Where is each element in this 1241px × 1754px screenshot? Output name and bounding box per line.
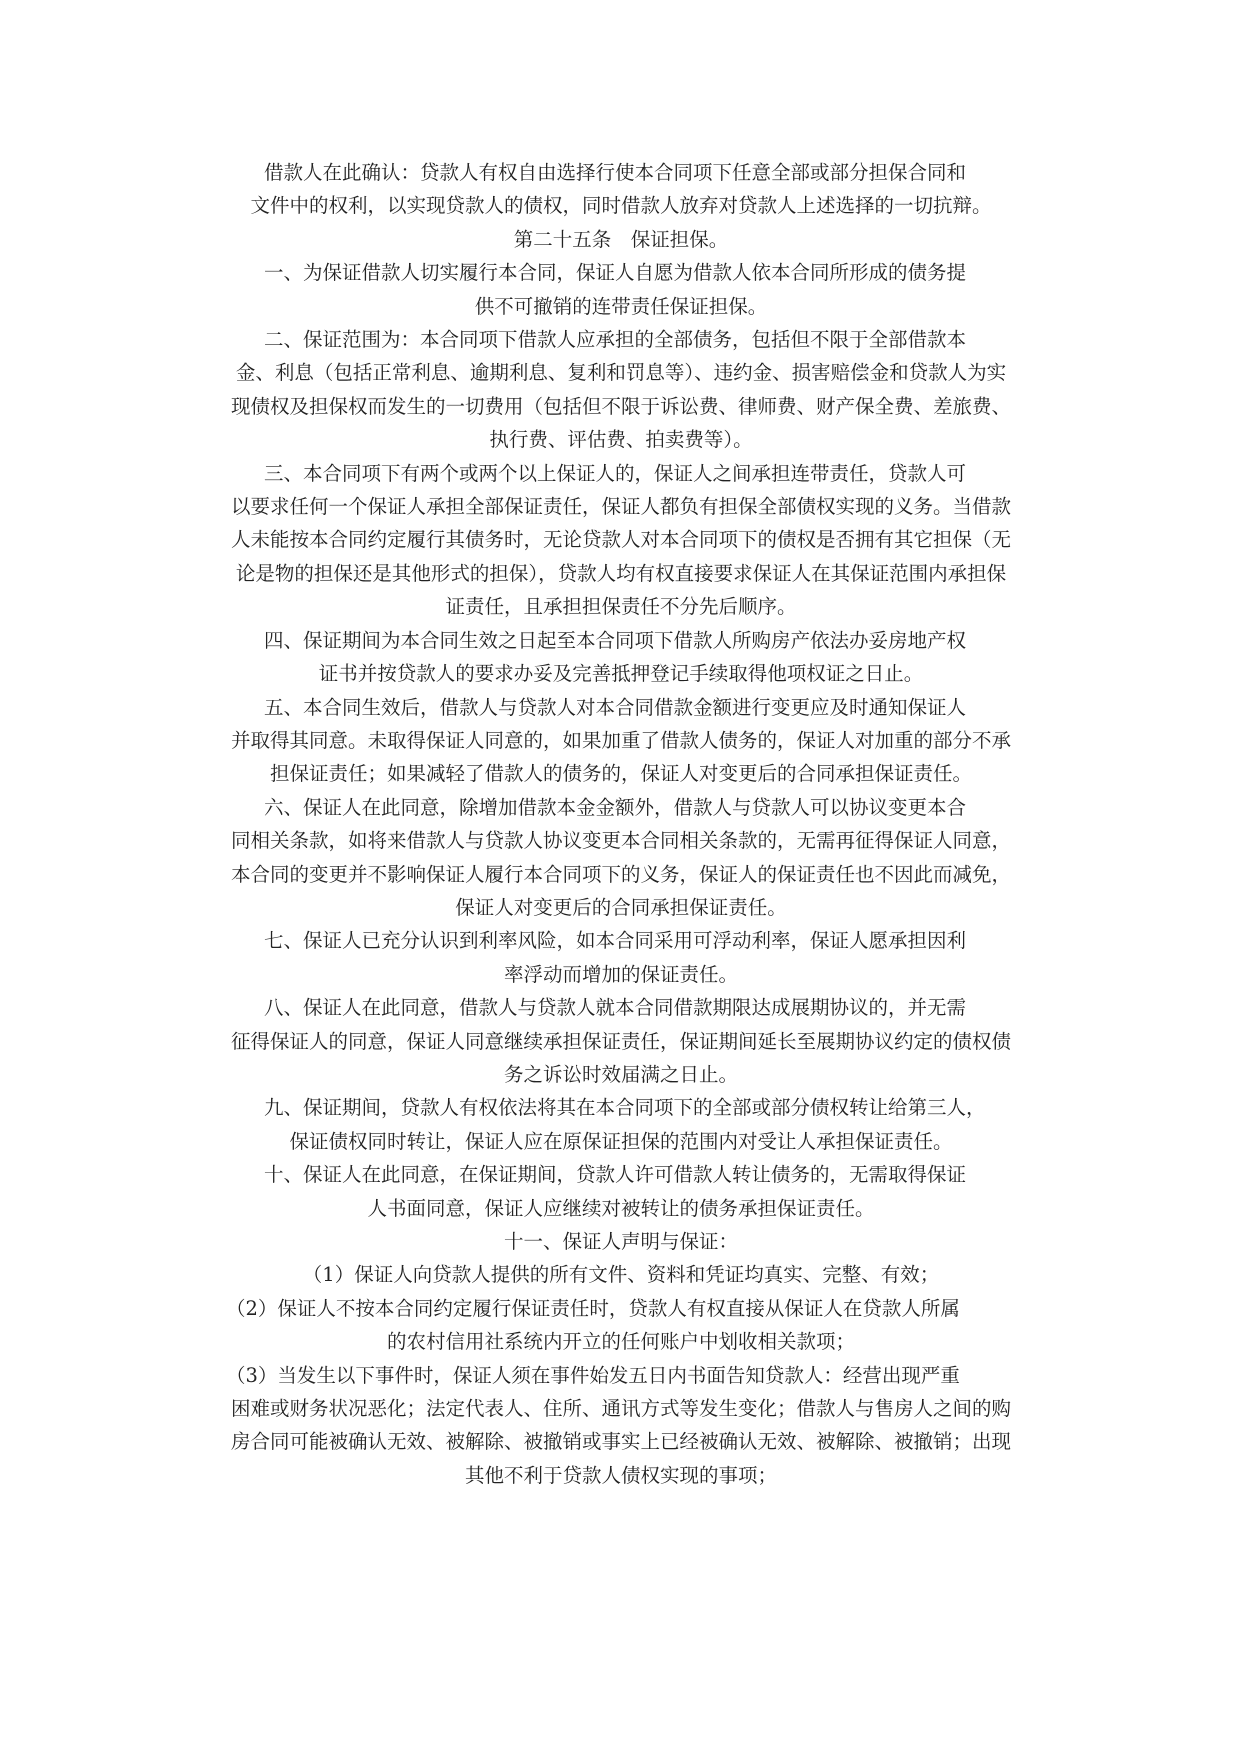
- text-line: 困难或财务状况恶化；法定代表人、住所、通讯方式等发生变化；借款人与售房人之间的购: [230, 1397, 1011, 1421]
- text-line: 并取得其同意。未取得保证人同意的，如果加重了借款人债务的，保证人对加重的部分不承: [230, 728, 1011, 752]
- text-line: 七、保证人已充分认识到利率风险，如本合同采用可浮动利率，保证人愿承担因利: [264, 929, 967, 953]
- text-line: 九、保证期间，贷款人有权依法将其在本合同项下的全部或部分债权转让给第三人，: [264, 1096, 986, 1120]
- text-line: 二、保证范围为：本合同项下借款人应承担的全部债务，包括但不限于全部借款本: [264, 328, 967, 352]
- text-line: 十一、保证人声明与保证：: [503, 1230, 738, 1253]
- text-line: 四、保证期间为本合同生效之日起至本合同项下借款人所购房产依法办妥房地产权: [264, 628, 967, 652]
- text-line: 同相关条款，如将来借款人与贷款人协议变更本合同相关条款的，无需再征得保证人同意，: [230, 829, 1011, 853]
- section-heading: [186, 1258, 1056, 1291]
- paragraph: [186, 924, 1056, 991]
- text-line: 本合同的变更并不影响保证人履行本合同项下的义务，保证人的保证责任也不因此而减免，: [230, 862, 1011, 886]
- text-line: 率浮动而增加的保证责任。: [503, 962, 738, 986]
- text-line: 供不可撤销的连带责任保证担保。: [474, 294, 768, 318]
- text-line: 借款人在此确认：贷款人有权自由选择行使本合同项下任意全部或部分担保合同和: [264, 161, 967, 184]
- text-line: （1）保证人向贷款人提供的所有文件、资料和凭证均真实、完整、有效；: [302, 1263, 940, 1287]
- paragraph: [186, 1158, 1056, 1225]
- text-line: 六、保证人在此同意，除增加借款本金金额外，借款人与贷款人可以协议变更本合: [264, 795, 967, 819]
- paragraph: [186, 624, 1056, 691]
- document-page: [186, 156, 1056, 1492]
- text-line: 房合同可能被确认无效、被解除、被撤销或事实上已经被确认无效、被解除、被撤销；出现: [230, 1430, 1011, 1454]
- paragraph: [186, 1091, 1056, 1158]
- text-line: 征得保证人的同意，保证人同意继续承担保证责任，保证期间延长至展期协议约定的债权债: [230, 1029, 1011, 1053]
- text-line: 其他不利于贷款人债权实现的事项；: [464, 1463, 777, 1487]
- text-line: 的农村信用社系统内开立的任何账户中划收相关款项；: [386, 1330, 855, 1354]
- text-line: 执行费、评估费、拍卖费等）。: [489, 428, 753, 452]
- paragraph: [186, 156, 1056, 223]
- text-line: 以要求任何一个保证人承担全部保证责任，保证人都负有担保全部债权实现的义务。当借款: [230, 495, 1011, 519]
- paragraph: [186, 256, 1056, 323]
- text-line: 证书并按贷款人的要求办妥及完善抵押登记手续取得他项权证之日止。: [318, 662, 924, 686]
- text-line: 人未能按本合同约定履行其债务时，无论贷款人对本合同项下的债权是否拥有其它担保（无: [230, 528, 1011, 552]
- text-line: 八、保证人在此同意，借款人与贷款人就本合同借款期限达成展期协议的，并无需: [264, 996, 967, 1020]
- paragraph: [186, 1292, 1056, 1359]
- section-heading: [186, 1225, 1056, 1258]
- section-heading: [186, 223, 1056, 256]
- paragraph: [186, 691, 1056, 791]
- text-line: （2）保证人不按本合同约定履行保证责任时，贷款人有权直接从保证人在贷款人所属: [226, 1296, 960, 1320]
- text-line: 证责任，且承担担保责任不分先后顺序。: [445, 595, 797, 619]
- paragraph: [186, 991, 1056, 1091]
- text-line: 保证债权同时转让，保证人应在原保证担保的范围内对受让人承担保证责任。: [289, 1129, 953, 1153]
- text-line: 一、为保证借款人切实履行本合同，保证人自愿为借款人依本合同所形成的债务提: [264, 261, 967, 285]
- text-line: 担保证责任；如果减轻了借款人的债务的，保证人对变更后的合同承担保证责任。: [269, 762, 972, 786]
- paragraph: [186, 457, 1056, 624]
- paragraph: [186, 1359, 1056, 1493]
- text-line: 论是物的担保还是其他形式的担保），贷款人均有权直接要求保证人在其保证范围内承担保: [235, 561, 1007, 585]
- text-line: 三、本合同项下有两个或两个以上保证人的，保证人之间承担连带责任，贷款人可: [264, 461, 967, 485]
- text-line: 金、利息（包括正常利息、逾期利息、复利和罚息等）、违约金、损害赔偿金和贷款人为实: [235, 361, 1007, 385]
- text-line: 务之诉讼时效届满之日止。: [503, 1062, 738, 1086]
- paragraph: [186, 323, 1056, 457]
- text-line: （3）当发生以下事件时，保证人须在事件始发五日内书面告知贷款人：经营出现严重: [226, 1363, 960, 1387]
- paragraph: [186, 791, 1056, 925]
- text-line: 保证人对变更后的合同承担保证责任。: [455, 895, 787, 919]
- text-line: 文件中的权利，以实现贷款人的债权，同时借款人放弃对贷款人上述选择的一切抗辩。: [250, 194, 992, 218]
- text-line: 五、本合同生效后，借款人与贷款人对本合同借款金额进行变更应及时通知保证人: [264, 695, 967, 719]
- text-line: 第二十五条 保证担保。: [513, 227, 729, 251]
- text-line: 十、保证人在此同意，在保证期间，贷款人许可借款人转让债务的，无需取得保证: [264, 1163, 967, 1187]
- text-line: 人书面同意，保证人应继续对被转让的债务承担保证责任。: [367, 1196, 875, 1220]
- text-line: 现债权及担保权而发生的一切费用（包括但不限于诉讼费、律师费、财产保全费、差旅费、: [230, 394, 1011, 418]
